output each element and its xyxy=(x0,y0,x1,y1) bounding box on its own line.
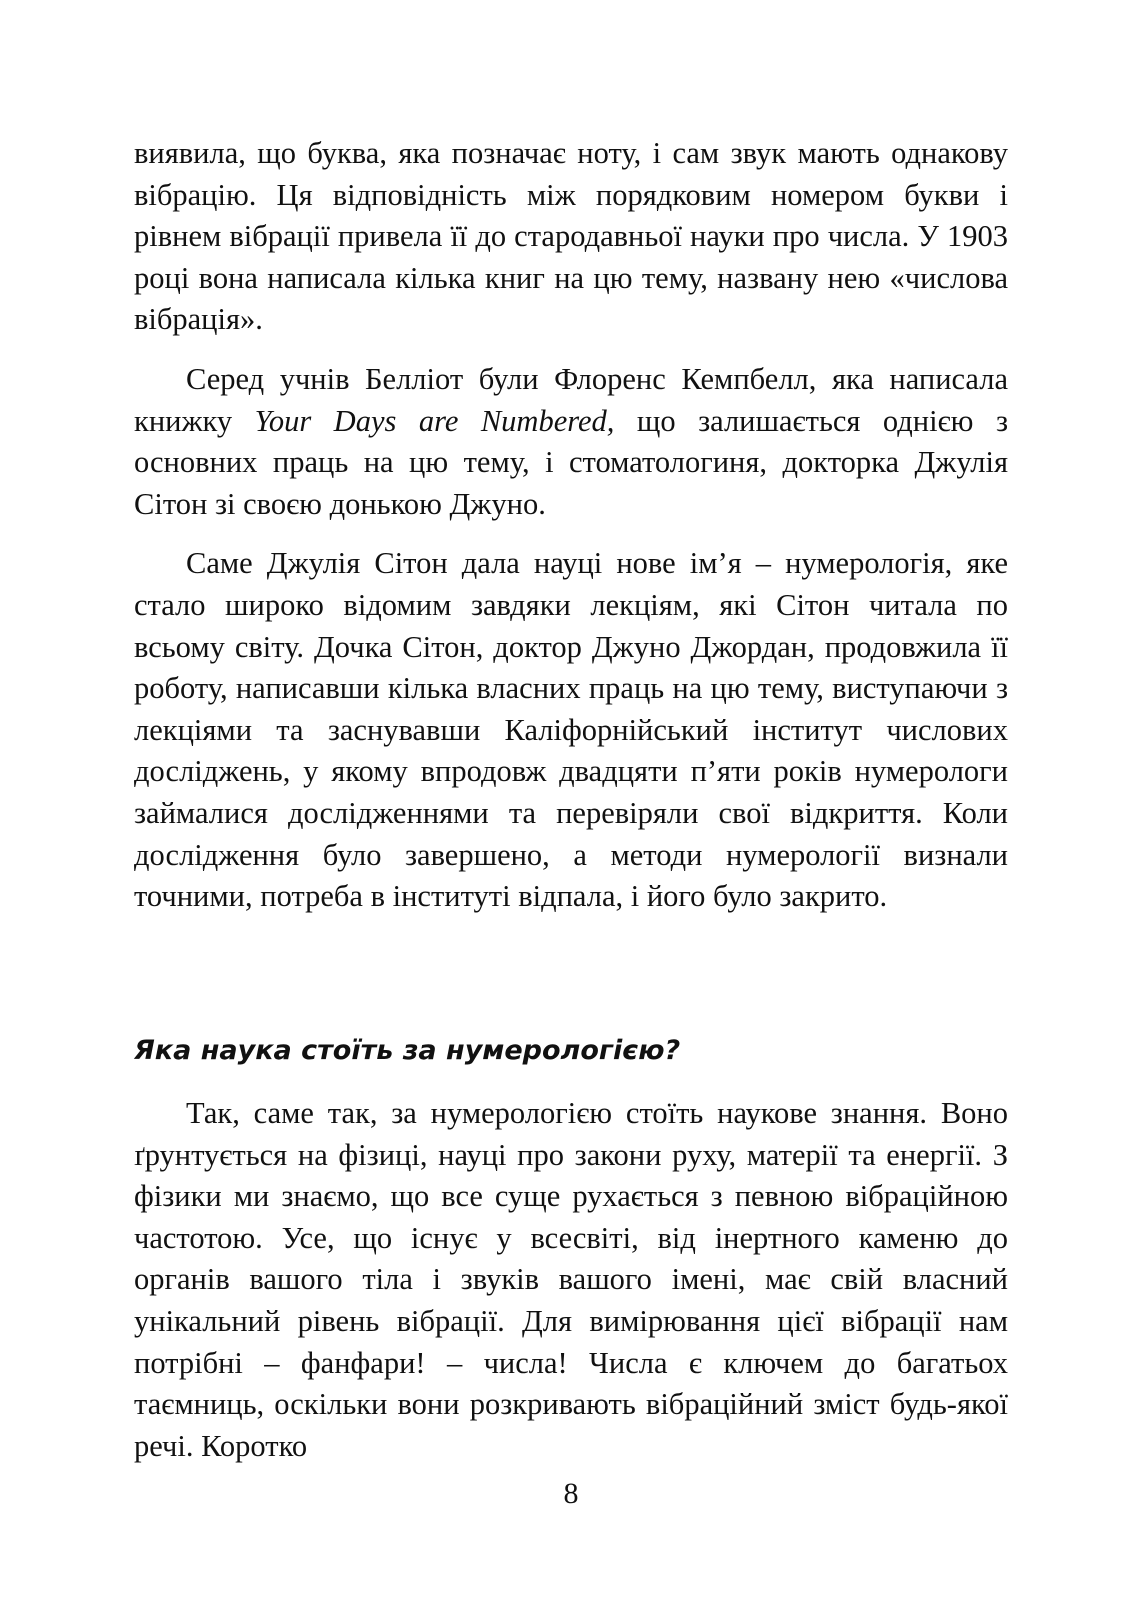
section-heading: Яка наука стоїть за нумерологією? xyxy=(134,1035,681,1066)
paragraph-continuation: виявила, що буква, яка позначає ноту, і сам звук мають однакову вібрацію. Ця відповідність між порядковим номером букви і рівнем вібрації привела її до стародавньої науки про числа. У 1903 році вона написала кілька книг на цю тему, названу нею «числова вібрація». xyxy=(134,136,1008,337)
page-number: 8 xyxy=(563,1477,579,1510)
paragraph-science: Так, саме так, за нумерологією стоїть наукове знання. Воно ґрунтується на фізиці, науці про закони руху, матерії та енергії. З фізики ми знаємо, що все суще рухається з певною вібраційною частотою. Усе, що існує у всесвіті, від інертного каменю до органів вашого тіла і звуків вашого імені, має свій власний унікальний рівень вібрації. Для вимірювання цієї вібрації нам потрібні – фанфари! – числа! Числа є ключем до багатьох таємниць, оскільки вони розкривають вібраційний зміст будь-якої речі. Коротко xyxy=(134,1096,1008,1463)
paragraph-campbell-start: Серед учнів Белліот були Флоренс Кемпбелл, яка написала книжку xyxy=(134,361,1008,438)
paragraph-gap xyxy=(134,341,1008,359)
body-text-lower xyxy=(134,1093,1008,1467)
paragraph-campbell-end: що залишається однією з основних праць на цю тему, і стоматологиня, докторка Джулія Сітон зі своєю донькою Джуно. xyxy=(134,403,1008,521)
paragraph-gap xyxy=(134,525,1008,543)
paragraph-campbell xyxy=(134,359,1008,525)
body-text-upper xyxy=(134,133,1008,918)
book-title: Your Days are Numbered, xyxy=(254,403,615,438)
paragraph-seton: Саме Джулія Сітон дала науці нове ім’я – нумерологія, яке стало широко відомим завдяки лекціям, які Сітон читала по всьому світу. Дочка Сітон, доктор Джуно Джордан, продовжила її роботу, написавши кілька власних праць на цю тему, виступаючи з лекціями та заснувавши Каліфорнійський інститут числових досліджень, у якому впродовж двадцяти п’яти років нумерологи займалися дослідженнями та перевіряли свої відкриття. Коли дослідження було завершено, а методи нумерології визнали точними, потреба в інституті відпала, і його було закрито. xyxy=(134,546,1008,914)
